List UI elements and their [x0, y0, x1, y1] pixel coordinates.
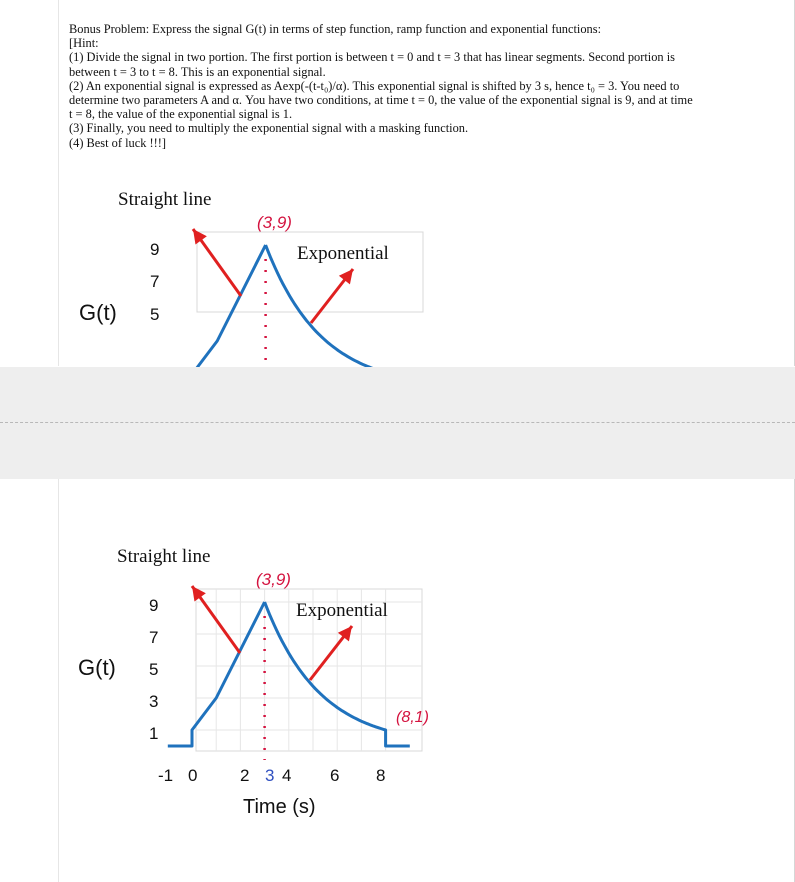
exponential-label: Exponential: [296, 600, 388, 621]
problem-card: [58, 0, 795, 366]
straight-line-label: Straight line: [118, 189, 212, 210]
x-tick-label: -1: [158, 766, 174, 785]
y-tick-label: 7: [149, 628, 159, 647]
x-tick-label: 6: [330, 766, 340, 785]
x-axis-label: Time (s): [243, 796, 316, 818]
signal-figure: [0, 479, 795, 882]
exponential-label: Exponential: [297, 243, 389, 264]
hint-label: [Hint:: [69, 36, 99, 51]
y-tick-label: 7: [150, 272, 160, 291]
y-tick-label: 3: [149, 692, 159, 711]
x-tick-label: 8: [376, 766, 386, 785]
hint-line: (3) Finally, you need to multiply the exponential signal with a masking function.: [69, 121, 469, 136]
hint-line: t = 8, the value of the exponential signal is 1.: [69, 107, 293, 122]
peak-annotation: (3,9): [257, 213, 292, 232]
figure-preview: [59, 180, 793, 325]
hint-line: (2) An exponential signal is expressed as Aexp(-(t-t₀)/α). This exponential signal is shifted by 3 s, hence t₀ = 3. You need to: [69, 78, 680, 93]
y-tick-label: 9: [150, 240, 160, 259]
handwritten-three: 3: [265, 766, 275, 785]
x-tick-label: 4: [282, 766, 292, 785]
y-tick-label: 1: [149, 724, 159, 743]
x-tick-label: 2: [240, 766, 250, 785]
problem-title: Bonus Problem: Express the signal G(t) in terms of step function, ramp function and exponential functions:: [69, 22, 602, 36]
end-annotation: (8,1): [396, 709, 429, 726]
y-axis-label: G(t): [78, 655, 116, 680]
y-tick-label: 9: [149, 596, 159, 615]
problem-text: [69, 22, 784, 150]
hint-line: (4) Best of luck !!!]: [69, 135, 167, 150]
hint-line: (1) Divide the signal in two portion. The first portion is between t = 0 and t = 3 that has linear segments. Second portion is: [69, 50, 675, 65]
hint-line: determine two parameters A and α. You have two conditions, at time t = 0, the value of the exponential signal is 9, and at time: [69, 93, 693, 108]
page-break-dashed: [0, 422, 795, 423]
page-gap: [0, 367, 795, 479]
y-tick-label: 5: [149, 660, 159, 679]
hint-line: between t = 3 to t = 8. This is an exponential signal.: [69, 64, 326, 79]
x-tick-label: 0: [188, 766, 198, 785]
y-tick-label: 5: [150, 305, 160, 324]
straight-line-label: Straight line: [117, 546, 211, 567]
peak-annotation: (3,9): [256, 570, 291, 589]
y-axis-label: G(t): [79, 300, 117, 325]
